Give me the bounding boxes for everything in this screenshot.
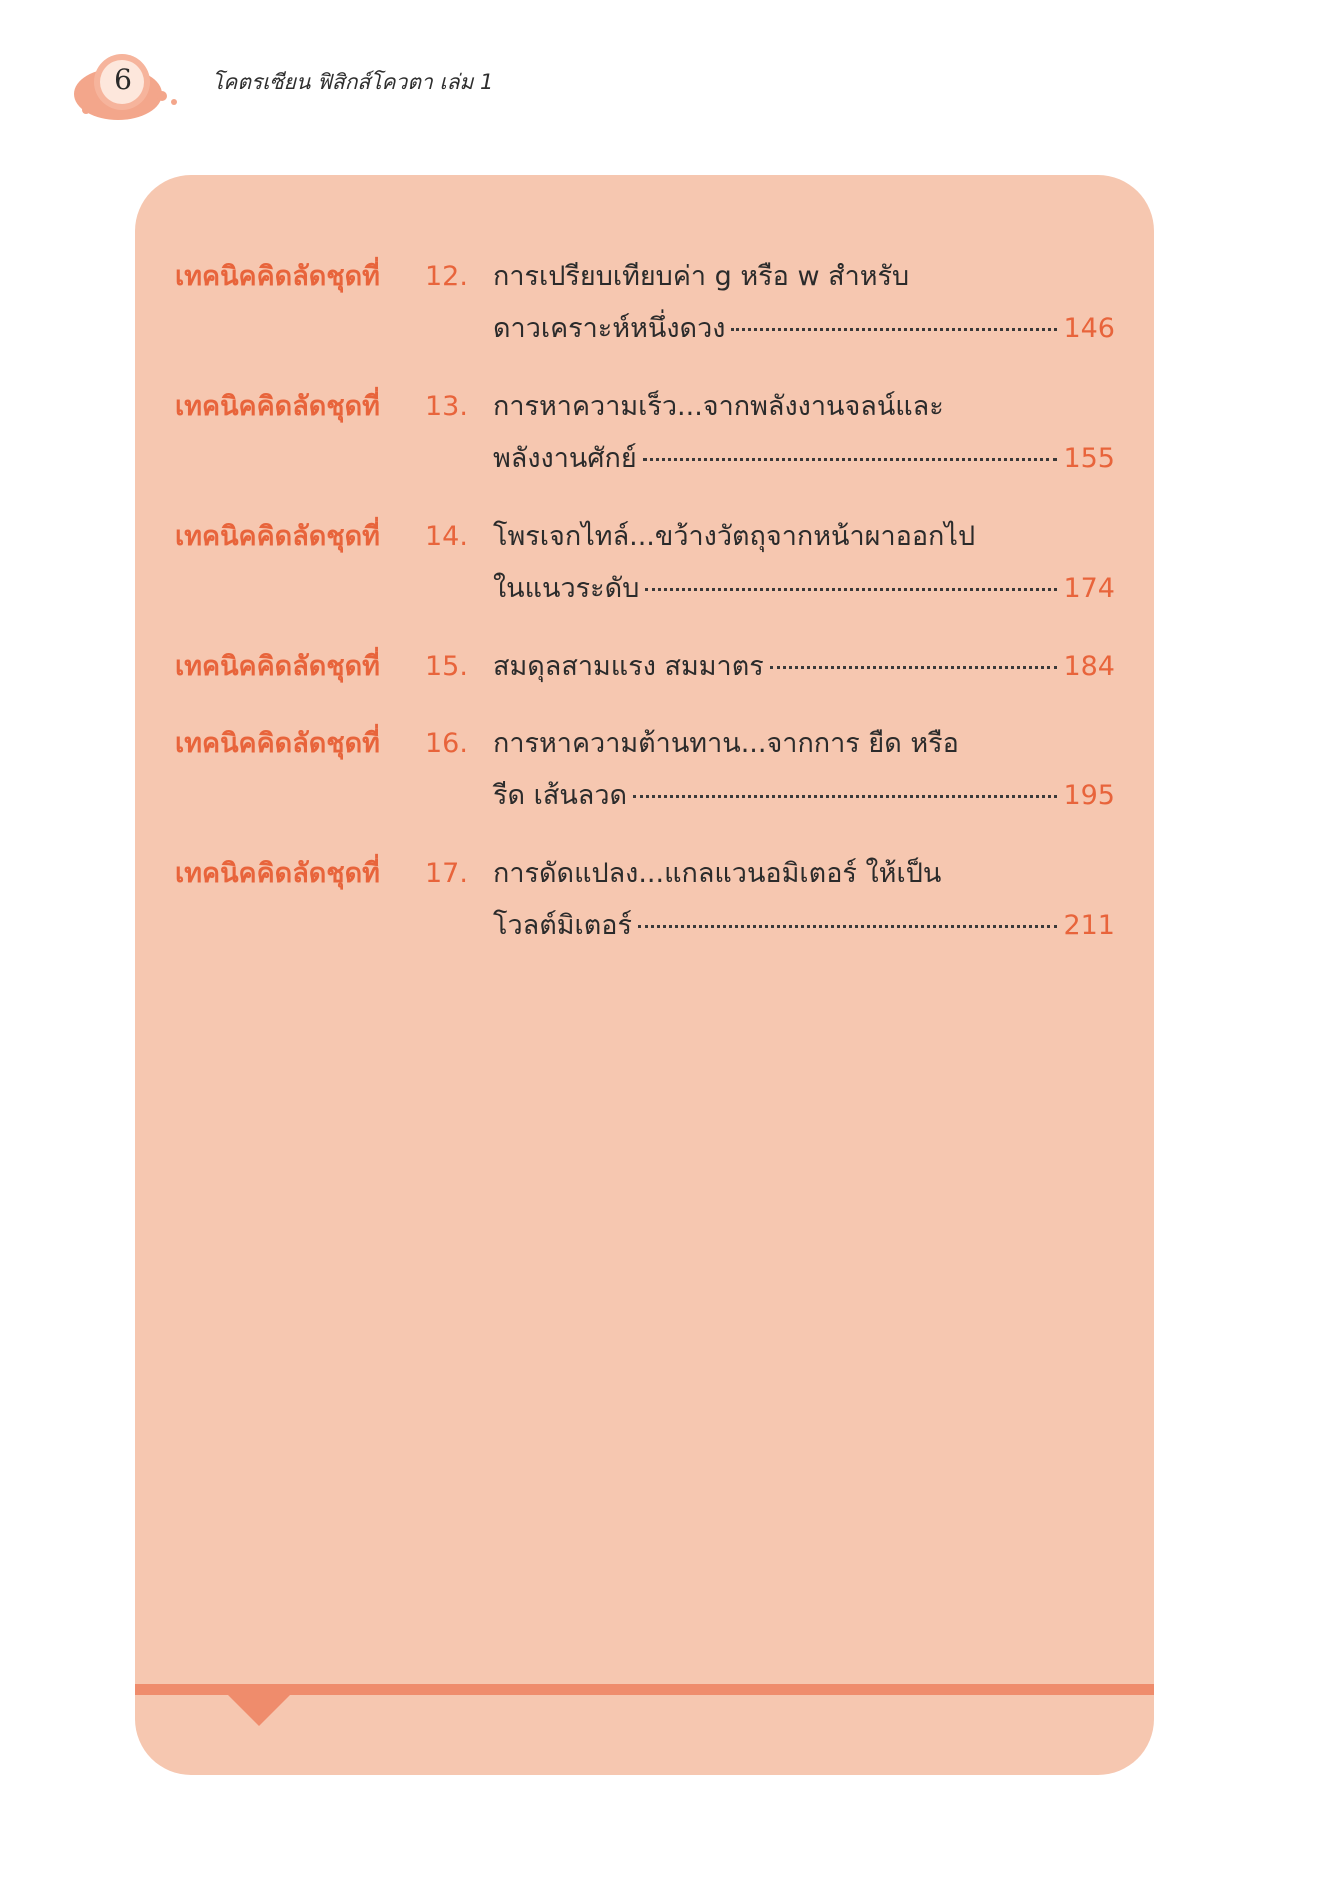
toc-entry-page: 184 — [1063, 651, 1115, 682]
toc-entry-number: 14. — [425, 521, 468, 552]
toc-entry-page: 195 — [1063, 780, 1115, 811]
toc-entry-label: เทคนิคคิดลัดชุดที่ — [175, 521, 380, 552]
toc-entry[interactable] — [175, 387, 1115, 517]
toc-entry-title-continuation — [493, 906, 1115, 946]
panel-notch-triangle — [227, 1694, 291, 1726]
toc-entry-label: เทคนิคคิดลัดชุดที่ — [175, 858, 380, 889]
dot-leader — [643, 458, 1058, 461]
toc-entry-title-continuation — [493, 776, 1115, 816]
toc-entry[interactable] — [175, 257, 1115, 387]
toc-entry-title: การหาความเร็ว...จากพลังงานจลน์และ — [493, 391, 944, 422]
toc-entry-number: 12. — [425, 261, 468, 292]
dot-leader — [645, 588, 1057, 591]
toc-entry-number: 16. — [425, 728, 468, 759]
toc-entry-label: เทคนิคคิดลัดชุดที่ — [175, 391, 380, 422]
toc-entry-page: 174 — [1063, 573, 1115, 604]
toc-entry-title: การดัดแปลง...แกลแวนอมิเตอร์ ให้เป็น — [493, 858, 942, 889]
toc-entry-title-line2: โวลต์มิเตอร์ — [493, 910, 633, 941]
toc-entry-title-continuation — [493, 647, 1115, 687]
toc-entry[interactable] — [175, 854, 1115, 984]
contents-panel — [135, 175, 1154, 1775]
toc-entry-title: การเปรียบเทียบค่า g หรือ w สำหรับ — [493, 261, 910, 292]
toc-entry-label: เทคนิคคิดลัดชุดที่ — [175, 651, 380, 682]
toc-entry-title-line2: รีด เส้นลวด — [493, 780, 628, 811]
toc-entry-title-line2: พลังงานศักย์ — [493, 443, 637, 474]
dot-leader — [633, 795, 1057, 798]
toc-entry-title-continuation — [493, 309, 1115, 349]
running-header — [70, 48, 590, 128]
toc-entry-title: สมดุลสามแรง สมมาตร — [493, 651, 764, 682]
dot-leader — [770, 666, 1058, 669]
toc-entry[interactable] — [175, 724, 1115, 854]
toc-entry-page: 155 — [1063, 443, 1115, 474]
page-number: 6 — [114, 63, 132, 96]
toc-entry-title-continuation — [493, 569, 1115, 609]
table-of-contents — [175, 257, 1115, 984]
toc-entry-label: เทคนิคคิดลัดชุดที่ — [175, 261, 380, 292]
toc-entry-title-continuation — [493, 439, 1115, 479]
toc-entry-page: 211 — [1063, 910, 1115, 941]
toc-entry-number: 13. — [425, 391, 468, 422]
toc-entry[interactable] — [175, 517, 1115, 647]
toc-entry-title-line2: ดาวเคราะห์หนึ่งดวง — [493, 313, 726, 344]
dot-leader — [731, 328, 1057, 331]
dot-leader — [638, 925, 1057, 928]
toc-entry-title-line2: ในแนวระดับ — [493, 573, 640, 604]
toc-entry-number: 15. — [425, 651, 468, 682]
toc-entry-title: โพรเจกไทล์...ขว้างวัตถุจากหน้าผาออกไป — [493, 521, 976, 552]
toc-entry-page: 146 — [1063, 313, 1115, 344]
book-title: โคตรเซียน ฟิสิกส์โควตา เล่ม 1 — [212, 70, 494, 94]
toc-entry[interactable] — [175, 647, 1115, 724]
toc-entry-number: 17. — [425, 858, 468, 889]
toc-entry-label: เทคนิคคิดลัดชุดที่ — [175, 728, 380, 759]
toc-entry-title: การหาความต้านทาน...จากการ ยืด หรือ — [493, 728, 959, 759]
